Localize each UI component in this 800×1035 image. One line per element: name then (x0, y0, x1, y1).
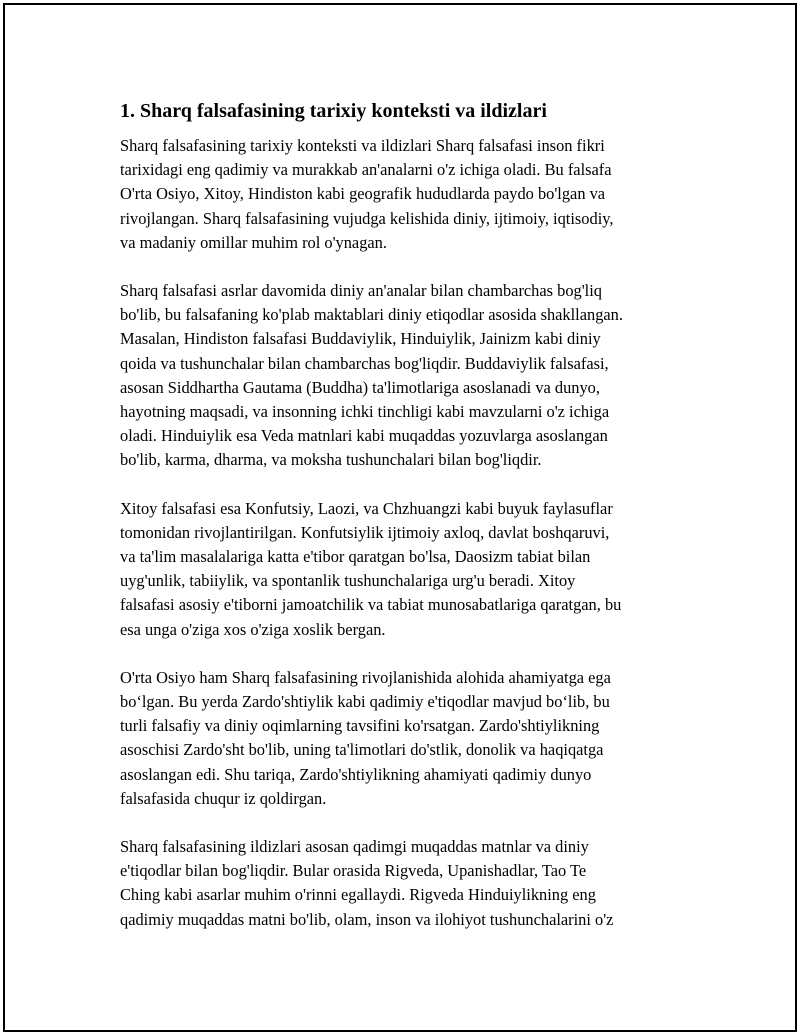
document-body (120, 98, 690, 956)
page-frame (3, 3, 797, 1032)
paragraph-3: Xitoy falsafasi esa Konfutsiy, Laozi, va Chzhuangzi kabi buyuk faylasuflar tomonidan rivojlantirilgan. Konfutsiylik ijtimoiy axloq, davlat boshqaruvi, va ta'lim masalalariga katta e'tibor qaratgan bo'lsa, Daosizm tabiat bilan uyg'unlik, tabiiylik, va spontanlik tushunchalariga urg'u beradi. Xitoy falsafasi asosiy e'tiborni jamoatchilik va tabiat munosabatlariga qaratgan, bu esa unga o'ziga xos o'ziga xoslik bergan. (120, 498, 622, 639)
paragraph-1: Sharq falsafasining tarixiy konteksti va ildizlari Sharq falsafasi inson fikri tarixidagi eng qadimiy va murakkab an'analarni o'z ichiga oladi. Bu falsafa O'rta Osiyo, Xitoy, Hindiston kabi geografik hududlarda paydo bo'lgan va rivojlangan. Sharq falsafasining vujudga kelishida diniy, ijtimoiy, iqtisodiy, va madaniy omillar muhim rol o'ynagan. (120, 136, 614, 252)
paragraph-4: O'rta Osiyo ham Sharq falsafasining rivojlanishida alohida ahamiyatga ega bo‘lgan. Bu yerda Zardo'shtiylik kabi qadimiy e'tiqodlar mavjud bo‘lib, bu turli falsafiy va diniy oqimlarning tavsifini ko'rsatgan. Zardo'shtiylikning asoschisi Zardo'sht bo'lib, uning ta'limotlari do'stlik, donolik va haqiqatga asoslangan edi. Shu tariqa, Zardo'shtiylikning ahamiyati qadimiy dunyo falsafasida chuqur iz qoldirgan. (120, 667, 611, 808)
paragraph-2: Sharq falsafasi asrlar davomida diniy an'analar bilan chambarchas bog'liq bo'lib, bu falsafaning ko'plab maktablari diniy etiqodlar asosida shakllangan. Masalan, Hindiston falsafasi Buddaviylik, Hinduiylik, Jainizm kabi diniy qoida va tushunchalar bilan chambarchas bog'liqdir. Buddaviylik falsafasi, asosan Siddhartha Gautama (Buddha) ta'limotlariga asoslanadi va dunyo, hayotning maqsadi, va insonning ichki tinchligi kabi mavzularni o'z ichiga oladi. Hinduiylik esa Veda matnlari kabi muqaddas yozuvlarga asoslangan bo'lib, karma, dharma, va moksha tushunchalari bilan bog'liqdir. (120, 281, 623, 470)
section-heading: 1. Sharq falsafasining tarixiy konteksti va ildizlari (120, 100, 547, 122)
paragraph-5: Sharq falsafasining ildizlari asosan qadimgi muqaddas matnlar va diniy e'tiqodlar bilan bog'liqdir. Bular orasida Rigveda, Upanishadlar, Tao Te Ching kabi asarlar muhim o'rinni egallaydi. Rigveda Hinduiylikning eng qadimiy muqaddas matni bo'lib, olam, inson va ilohiyot tushunchalarini o'z (120, 837, 614, 929)
